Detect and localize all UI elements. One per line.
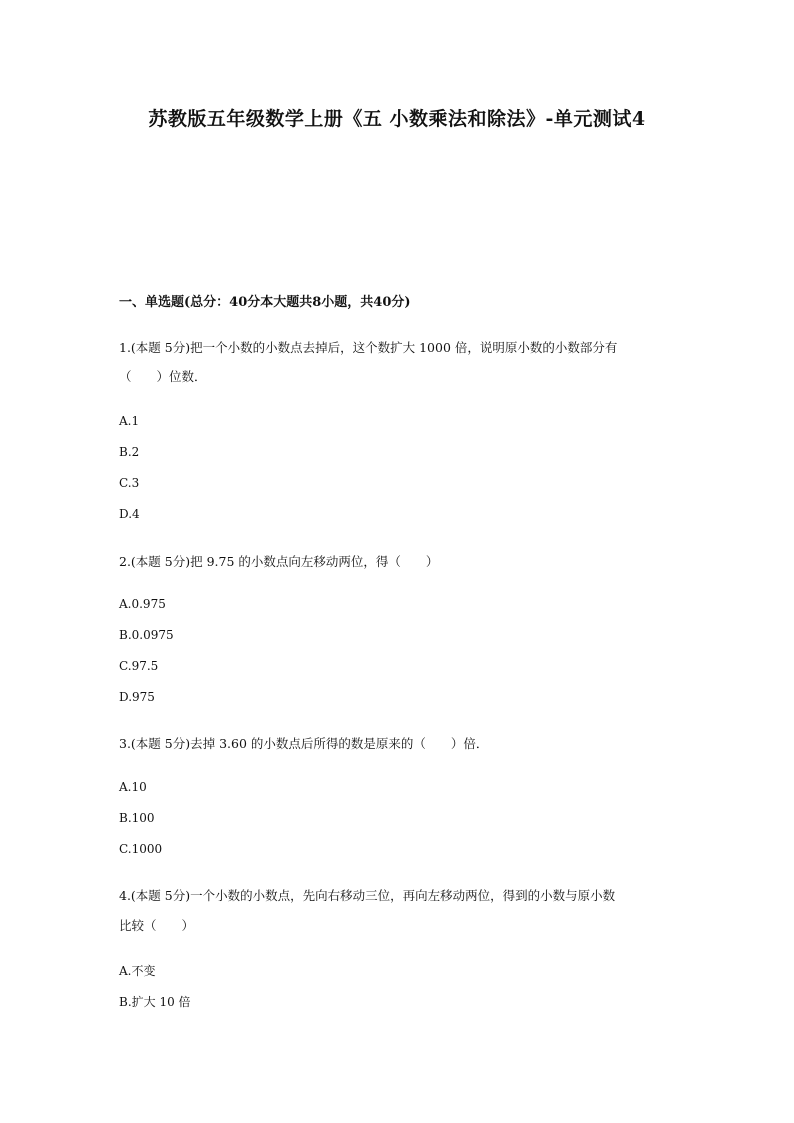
document-title: 苏教版五年级数学上册《五 小数乘法和除法》-单元测试4 — [148, 108, 646, 130]
question-4-option-b: B.扩大 10 倍 — [119, 995, 191, 1009]
question-1-option-b: B.2 — [119, 445, 140, 459]
question-1-option-d: D.4 — [119, 507, 140, 521]
question-1-option-c: C.3 — [119, 476, 140, 490]
question-1-option-a: A.1 — [119, 414, 140, 428]
question-2-option-b: B.0.0975 — [119, 628, 174, 642]
question-4-option-a: A.不变 — [119, 964, 156, 978]
question-4-text: 4.(本题 5分)一个小数的小数点，先向右移动三位，再向左移动两位，得到的小数与原小数 — [119, 888, 616, 903]
question-3-option-b: B.100 — [119, 811, 155, 825]
question-3-option-c: C.1000 — [119, 842, 163, 856]
question-2-option-c: C.97.5 — [119, 659, 159, 673]
question-1-text: 1.(本题 5分)把一个小数的小数点去掉后，这个数扩大 1000 倍，说明原小数的小数部分有 — [119, 340, 618, 355]
question-4-text-cont: 比较（ ） — [119, 918, 195, 933]
question-3-option-a: A.10 — [119, 780, 147, 794]
question-2-option-a: A.0.975 — [119, 597, 166, 611]
question-3-text: 3.(本题 5分)去掉 3.60 的小数点后所得的数是原来的（ ）倍． — [119, 736, 489, 751]
question-2-option-d: D.975 — [119, 690, 155, 704]
question-1-text-cont: （ ）位数． — [119, 369, 207, 384]
question-2-text: 2.(本题 5分)把 9.75 的小数点向左移动两位，得（ ） — [119, 554, 439, 569]
section-heading: 一、单选题(总分：40分本大题共8小题，共40分) — [119, 295, 411, 310]
